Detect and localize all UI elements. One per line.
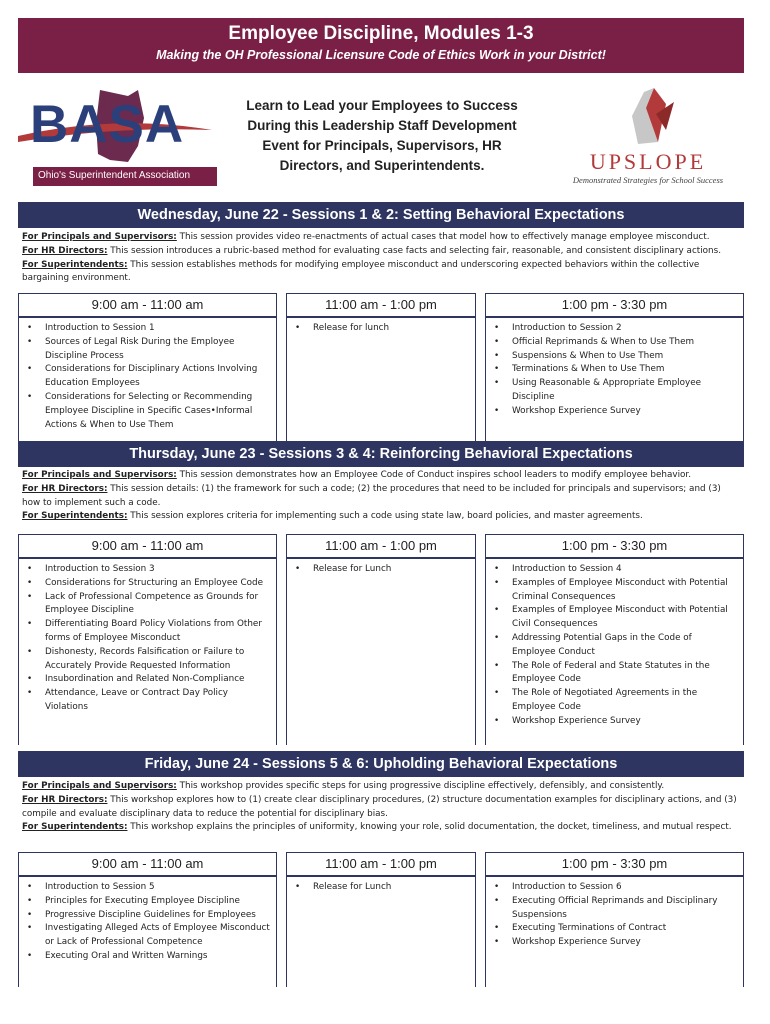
list-item: • The Role of Federal and State Statutes in the Employee Code — [494, 660, 737, 688]
intro-line: Event for Principals, Supervisors, HR — [262, 138, 502, 153]
list-item: • Suspensions & When to Use Them — [494, 350, 737, 364]
schedule-table — [18, 293, 744, 460]
audience-text: This session establishes methods for modifying employee misconduct and underscoring expected behaviors within the collective bargaining environment. — [22, 259, 700, 284]
list-item: • Lack of Professional Competence as Grounds for Employee Discipline — [27, 591, 270, 619]
time-header: 11:00 am - 1:00 pm — [286, 293, 476, 318]
list-item: • Sources of Legal Risk During the Employee Discipline Process — [27, 336, 270, 364]
list-item: • Examples of Employee Misconduct with Potential Civil Consequences — [494, 604, 737, 632]
list-item: • Introduction to Session 5 — [27, 881, 270, 895]
list-item: • Release for lunch — [295, 322, 469, 336]
audience-text: This workshop provides specific steps for using progressive discipline effectively, defensibly, and consistently. — [176, 781, 665, 791]
list-item: • Considerations for Disciplinary Actions Involving Education Employees — [27, 363, 270, 391]
schedule-column — [18, 559, 277, 745]
list-item: • Executing Official Reprimands and Disciplinary Suspensions — [494, 895, 737, 923]
time-header: 9:00 am - 11:00 am — [18, 534, 277, 559]
intro-line: Learn to Lead your Employees to Success — [246, 98, 518, 113]
list-item: • Considerations for Selecting or Recommending Employee Discipline in Specific Cases•Informal Actions & When to Use Them — [27, 391, 270, 432]
page-subtitle: Making the OH Professional Licensure Code of Ethics Work in your District! — [156, 48, 606, 62]
schedule-column — [286, 559, 476, 745]
intro-line: During this Leadership Staff Development — [247, 118, 517, 133]
list-item: • Release for Lunch — [295, 563, 469, 577]
time-header: 11:00 am - 1:00 pm — [286, 852, 476, 877]
list-item: • Examples of Employee Misconduct with Potential Criminal Consequences — [494, 577, 737, 605]
list-item: • Workshop Experience Survey — [494, 405, 737, 419]
list-item: • Differentiating Board Policy Violations from Other forms of Employee Misconduct — [27, 618, 270, 646]
basa-letters: BASA — [30, 95, 185, 154]
day-description — [22, 231, 740, 286]
day-banner-thursday: Thursday, June 23 - Sessions 3 & 4: Reinforcing Behavioral Expectations — [18, 441, 744, 467]
schedule-column — [18, 318, 277, 460]
schedule-table — [18, 534, 744, 745]
intro-text — [222, 96, 542, 176]
title-banner — [18, 18, 744, 73]
schedule-table — [18, 852, 744, 987]
basa-logo — [16, 84, 216, 190]
list-item: • Terminations & When to Use Them — [494, 363, 737, 377]
time-header: 1:00 pm - 3:30 pm — [485, 534, 744, 559]
list-item: • Executing Terminations of Contract — [494, 922, 737, 936]
page-title: Employee Discipline, Modules 1-3 — [228, 23, 534, 44]
list-item: • The Role of Negotiated Agreements in the Employee Code — [494, 687, 737, 715]
audience-text: This workshop explores how to (1) create clear disciplinary procedures, (2) structure documentation examples for disciplinary actions, and (3) compile and evaluate disciplinary data to reduce the potential for disciplinary bias. — [22, 794, 737, 819]
list-item: • Introduction to Session 4 — [494, 563, 737, 577]
audience-label: For HR Directors: — [22, 483, 108, 494]
schedule-column — [485, 318, 744, 460]
list-item: • Introduction to Session 1 — [27, 322, 270, 336]
schedule-column — [485, 877, 744, 987]
time-header: 9:00 am - 11:00 am — [18, 852, 277, 877]
list-item: • Attendance, Leave or Contract Day Policy Violations — [27, 687, 270, 715]
schedule-column — [286, 877, 476, 987]
audience-label: For Superintendents: — [22, 511, 128, 522]
time-header: 1:00 pm - 3:30 pm — [485, 852, 744, 877]
audience-label: For HR Directors: — [22, 245, 108, 256]
audience-label: For Superintendents: — [22, 822, 128, 833]
audience-label: For HR Directors: — [22, 794, 108, 805]
audience-text: This session introduces a rubric-based method for evaluating case facts and selecting fair, reasonable, and consistent disciplinary actions. — [107, 245, 722, 256]
time-header: 1:00 pm - 3:30 pm — [485, 293, 744, 318]
audience-text: This session explores criteria for implementing such a code using state law, board policies, and master agreements. — [127, 511, 643, 522]
list-item: • Workshop Experience Survey — [494, 936, 737, 950]
audience-text: This session demonstrates how an Employee Code of Conduct inspires school leaders to modify employee behavior. — [176, 470, 692, 480]
list-item: • Addressing Potential Gaps in the Code of Employee Conduct — [494, 632, 737, 660]
upslope-tagline: Demonstrated Strategies for School Success — [572, 175, 724, 185]
list-item: • Using Reasonable & Appropriate Employee Discipline — [494, 377, 737, 405]
schedule-column — [485, 559, 744, 745]
audience-text: This workshop explains the principles of uniformity, knowing your role, solid documentation, the docket, timeliness, and mutual respect. — [127, 822, 732, 833]
list-item: • Introduction to Session 3 — [27, 563, 270, 577]
schedule-column — [286, 318, 476, 460]
list-item: • Dishonesty, Records Falsification or Failure to Accurately Provide Requested Information — [27, 646, 270, 674]
list-item: • Release for Lunch — [295, 881, 469, 895]
audience-label: For Principals and Supervisors: — [22, 232, 177, 242]
list-item: • Workshop Experience Survey — [494, 715, 737, 729]
time-header: 9:00 am - 11:00 am — [18, 293, 277, 318]
upslope-mountain-icon — [562, 86, 730, 148]
day-banner-friday: Friday, June 24 - Sessions 5 & 6: Upholding Behavioral Expectations — [18, 751, 744, 777]
basa-tagline: Ohio's Superintendent Association — [33, 167, 217, 186]
time-header: 11:00 am - 1:00 pm — [286, 534, 476, 559]
day-description — [22, 469, 740, 524]
upslope-name: UPSLOPE — [589, 149, 707, 174]
list-item: • Investigating Alleged Acts of Employee Misconduct or Lack of Professional Competence — [27, 922, 270, 950]
list-item: • Principles for Executing Employee Discipline — [27, 895, 270, 909]
schedule-column — [18, 877, 277, 987]
audience-label: For Principals and Supervisors: — [22, 781, 177, 791]
audience-text: This session provides video re-enactments of actual cases that model how to effectively manage employee misconduct. — [176, 232, 710, 242]
list-item: • Executing Oral and Written Warnings — [27, 950, 270, 964]
list-item: • Considerations for Structuring an Employee Code — [27, 577, 270, 591]
list-item: • Insubordination and Related Non-Compliance — [27, 673, 270, 687]
day-description — [22, 780, 740, 835]
audience-label: For Superintendents: — [22, 259, 128, 270]
list-item: • Progressive Discipline Guidelines for Employees — [27, 909, 270, 923]
list-item: • Introduction to Session 6 — [494, 881, 737, 895]
list-item: • Official Reprimands & When to Use Them — [494, 336, 737, 350]
day-banner-wednesday: Wednesday, June 22 - Sessions 1 & 2: Setting Behavioral Expectations — [18, 202, 744, 228]
intro-line: Directors, and Superintendents. — [279, 158, 485, 173]
audience-label: For Principals and Supervisors: — [22, 470, 177, 480]
audience-text: This session details: (1) the framework for such a code; (2) the procedures that need to be included for principals and supervisors; and (3) how to implement such a code. — [22, 483, 721, 508]
upslope-logo — [562, 86, 730, 190]
list-item: • Introduction to Session 2 — [494, 322, 737, 336]
